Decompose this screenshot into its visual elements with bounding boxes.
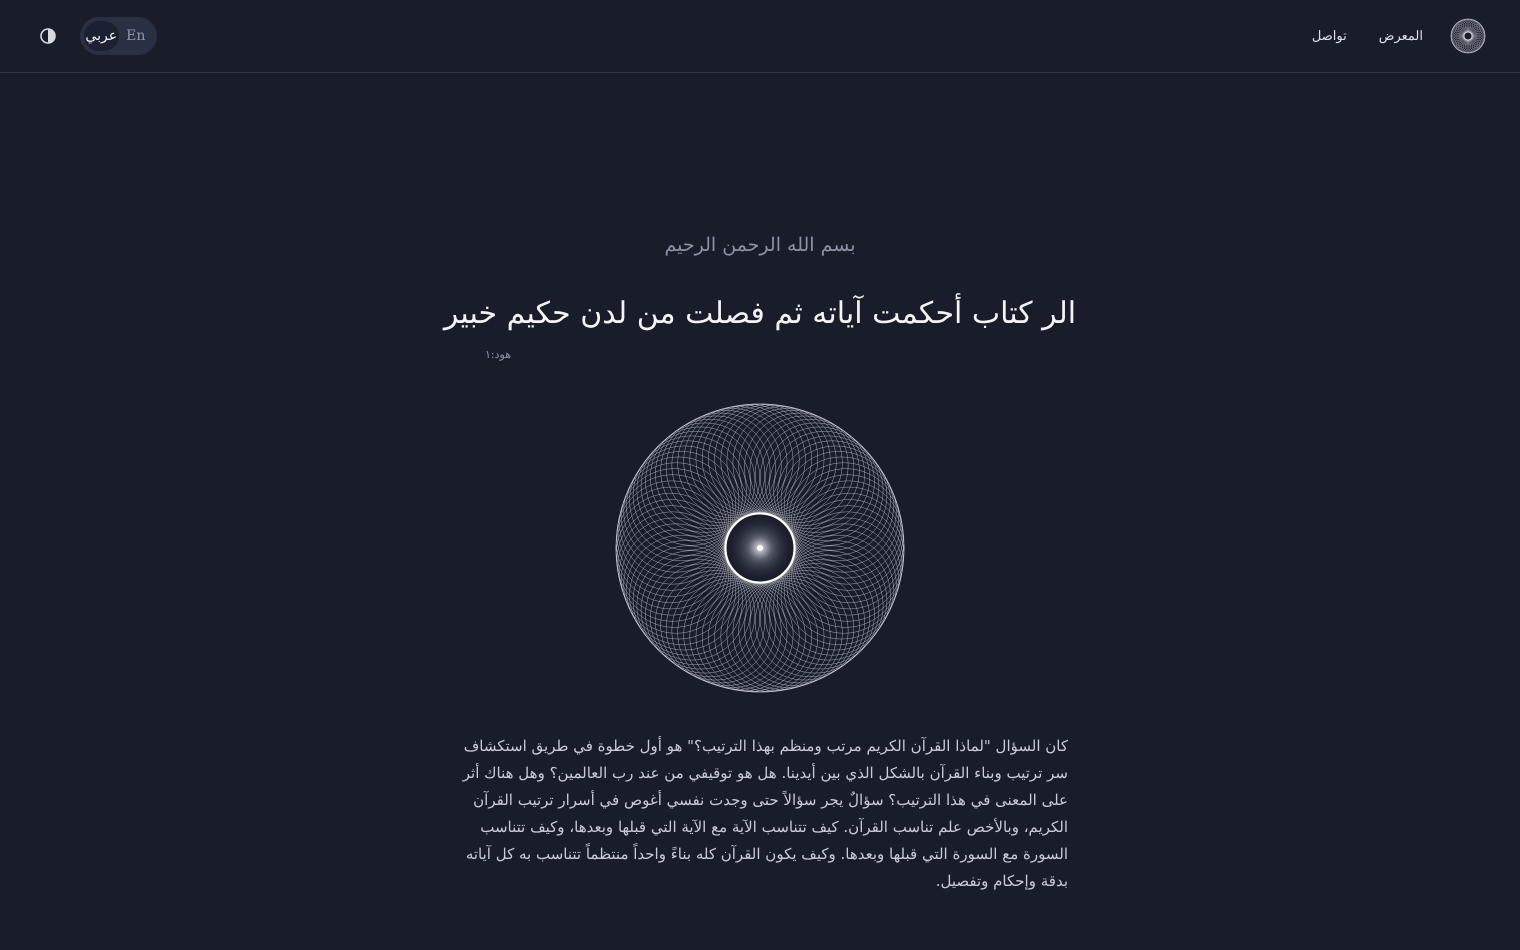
language-option-english[interactable]: En	[126, 28, 146, 44]
nav-link-contact[interactable]: تواصل	[1311, 28, 1347, 44]
rosette-logo-icon[interactable]	[1449, 17, 1487, 55]
top-bar	[0, 0, 1520, 73]
main-nav	[1280, 17, 1487, 55]
nav-link-gallery[interactable]: المعرض	[1378, 28, 1423, 44]
verse-reference: هود:١	[485, 348, 512, 361]
contrast-icon[interactable]	[38, 26, 58, 46]
rosette-illustration	[614, 402, 906, 694]
intro-paragraph: كان السؤال "لماذا القرآن الكريم مرتب ومنظم بهذا الترتيب؟" هو أول خطوة في طريق استكشاف سر ترتيب وبناء القرآن بالشكل الذي بين أيدينا. هل هو توقيفي من عند رب العالمين؟ وهل هناك أثر على المعنى في هذا الترتيب؟ سؤالٌ يجر سؤالاً حتى وجدت نفسي أغوص في أسرار ترتيب القرآن الكريم، وبالأخص علم تناسب القرآن. كيف تتناسب الآية مع الآية التي قبلها وبعدها، وكيف تتناسب السورة مع السورة التي قبلها وبعدها. وكيف يكون القرآن كله بناءً واحداً منتظماً تتناسب به كل آياته بدقة وإحكام وتفصيل.	[462, 737, 1068, 890]
language-switch	[80, 17, 157, 55]
language-option-arabic[interactable]: عربي	[84, 21, 119, 51]
basmala: بسم الله الرحمن الرحيم	[664, 234, 856, 256]
verse-title: الر كتاب أحكمت آياته ثم فصلت من لدن حكيم خبير	[443, 296, 1077, 331]
